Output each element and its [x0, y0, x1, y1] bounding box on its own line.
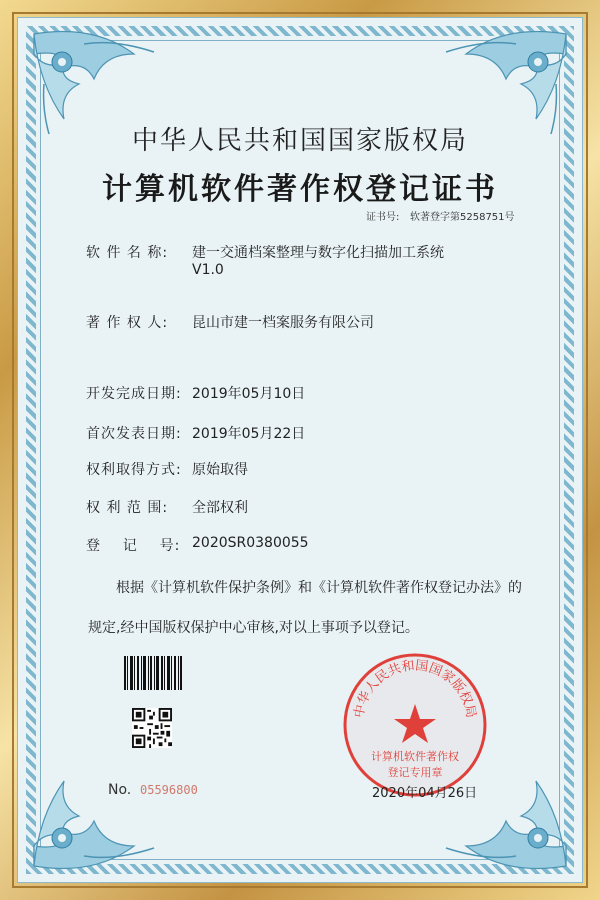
field-value-completion-date: 2019年05月10日 [192, 386, 306, 402]
seal-line-2: 登记专用章 [387, 766, 443, 779]
field-value-software-version: V1.0 [192, 262, 224, 278]
field-value-software-name: 建一交通档案整理与数字化扫描加工系统 [192, 245, 444, 261]
cert-no-value: 软著登字第5258751号 [410, 212, 515, 223]
issuing-authority: 中华人民共和国国家版权局 [131, 126, 468, 156]
statement-line-1: 根据《计算机软件保护条例》和《计算机软件著作权登记办法》的 [116, 580, 522, 596]
field-label-registration-no: 登 记 号: [86, 538, 181, 554]
field-label-owner: 著 作 权 人: [86, 315, 169, 331]
field-label-publish-date: 首次发表日期: [86, 426, 182, 442]
field-value-owner: 昆山市建一档案服务有限公司 [192, 315, 374, 331]
statement-line-2: 规定,经中国版权保护中心审核,对以上事项予以登记。 [88, 620, 419, 636]
serial-no-label: No. [108, 782, 132, 798]
field-label-rights-scope: 权 利 范 围: [86, 500, 169, 516]
field-label-software-name: 软 件 名 称: [86, 245, 169, 261]
official-seal [342, 652, 488, 798]
corner-ornament-icon [24, 756, 174, 876]
qr-code-icon [132, 708, 172, 748]
field-value-rights-scope: 全部权利 [192, 500, 248, 516]
field-value-acquisition: 原始取得 [192, 462, 248, 478]
seal-ring-text: 中华人民共和国国家版权局 [351, 658, 479, 720]
field-value-registration-no: 2020SR0380055 [192, 535, 309, 551]
seal-line-1: 计算机软件著作权 [371, 750, 459, 763]
cert-no-label: 证书号: [366, 212, 400, 223]
field-value-publish-date: 2019年05月22日 [192, 426, 306, 442]
field-label-completion-date: 开发完成日期: [86, 386, 182, 402]
certificate-title: 计算机软件著作权登记证书 [102, 172, 498, 207]
issue-date: 2020年04月26日 [372, 786, 478, 801]
field-label-acquisition: 权利取得方式: [86, 462, 182, 478]
barcode-icon [124, 656, 182, 690]
serial-no-value: 05596800 [140, 783, 198, 797]
